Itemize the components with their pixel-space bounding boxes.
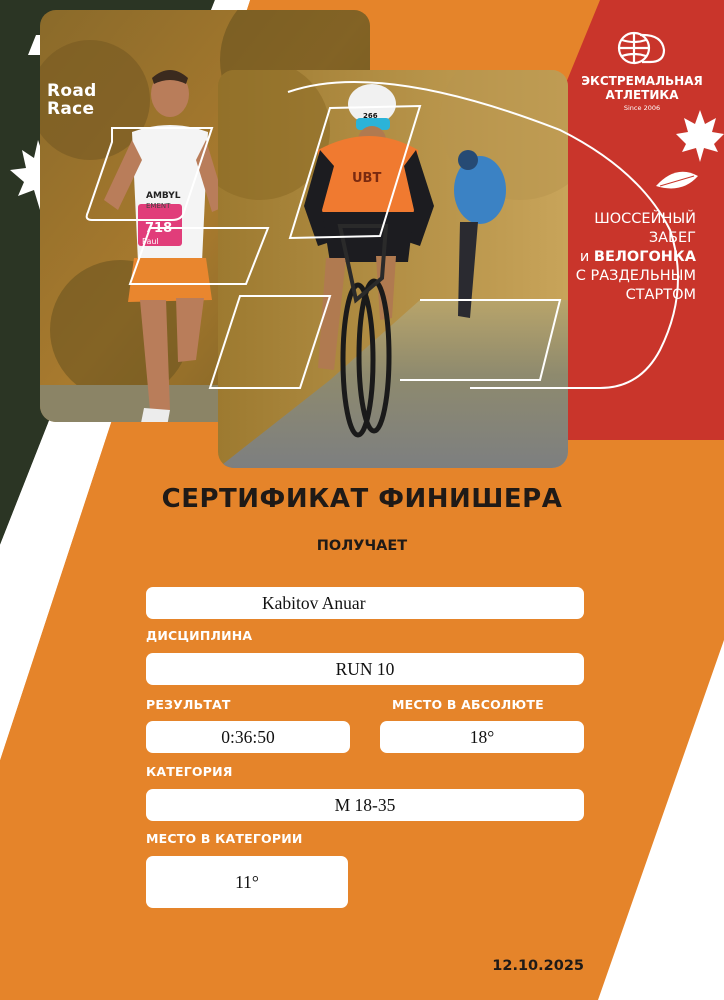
certificate-date: 12.10.2025 — [492, 958, 584, 974]
event-line-1: ШОССЕЙНЫЙ — [594, 211, 696, 227]
certificate-title: СЕРТИФИКАТ ФИНИШЕРА — [161, 484, 563, 514]
organizer-name — [580, 74, 704, 102]
organizer-name-line1: ЭКСТРЕМАЛЬНАЯ — [581, 74, 703, 88]
absolute-place-field: 18° — [380, 721, 584, 753]
runner-bib-name-2: EMENT — [146, 202, 171, 210]
category-field: M 18-35 — [146, 789, 584, 821]
cyclist-photo — [190, 40, 600, 468]
organizer-since: Since 2006 — [623, 104, 661, 112]
event-line-3-prefix: и — [579, 249, 594, 265]
event-line-3 — [580, 248, 696, 266]
finisher-name-field: Kabitov Anuar — [146, 587, 584, 619]
category-place-field: 11° — [146, 856, 348, 908]
event-line-2: ЗАБЕГ — [648, 230, 696, 246]
absolute-place-label: МЕСТО В АБСОЛЮТЕ — [392, 697, 544, 712]
organizer-name-line2: АТЛЕТИКА — [605, 88, 679, 102]
runner-bib-number: 718 — [145, 221, 173, 236]
result-label: РЕЗУЛЬТАТ — [146, 697, 231, 712]
event-line-5: СТАРТОМ — [625, 287, 696, 303]
discipline-label: ДИСЦИПЛИНА — [146, 628, 253, 643]
runner-bib-first-name: Paul — [142, 237, 159, 246]
result-field: 0:36:50 — [146, 721, 350, 753]
logo-line-race: Race — [47, 99, 95, 119]
certificate-subtitle: ПОЛУЧАЕТ — [316, 538, 408, 554]
runner-bib-name-1: AMBYL — [146, 191, 181, 201]
road-race-logo-text — [47, 82, 97, 118]
logo-line-road: Road — [47, 81, 97, 101]
category-label: КАТЕГОРИЯ — [146, 764, 233, 779]
event-line-4: С РАЗДЕЛЬНЫМ — [575, 268, 696, 284]
helmet-number: 266 — [363, 112, 378, 120]
category-place-label: МЕСТО В КАТЕГОРИИ — [146, 831, 303, 846]
discipline-field: RUN 10 — [146, 653, 584, 685]
event-line-3-bold: ВЕЛОГОНКА — [593, 249, 696, 265]
jersey-text: UBT — [352, 171, 382, 186]
